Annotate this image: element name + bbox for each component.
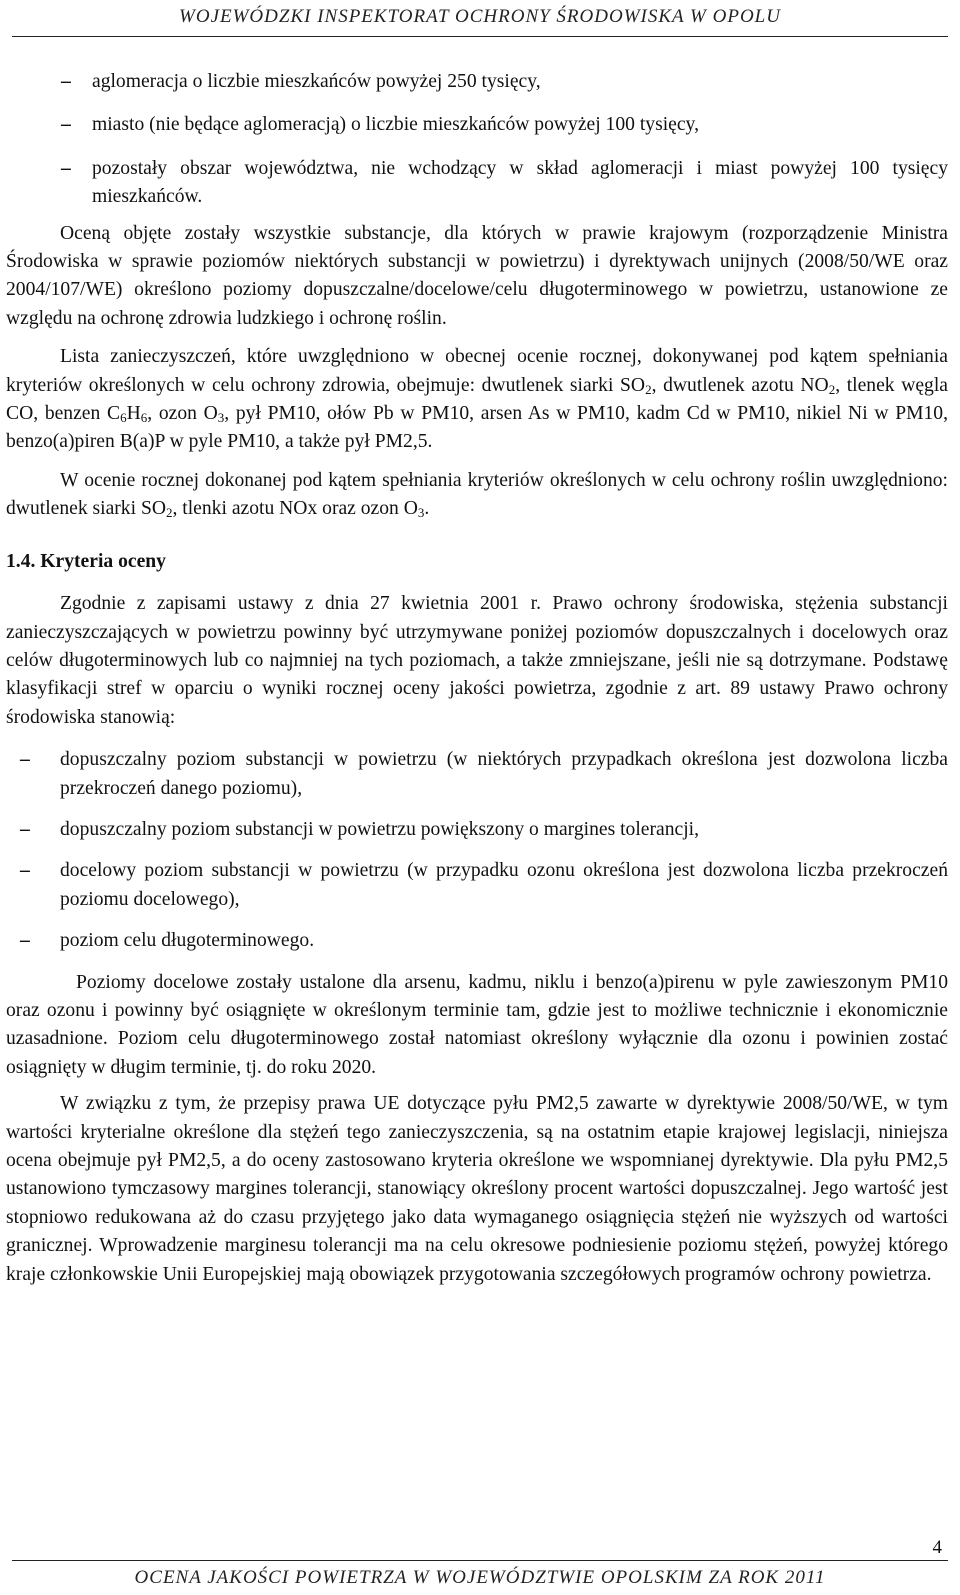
list-item-text: poziom celu długoterminowego. [60,930,315,952]
section-heading [6,548,948,576]
dash-bullet: – [61,71,71,92]
list-item [6,927,948,955]
list-item [6,111,948,139]
list-item [6,816,948,844]
paragraph-pollutants-plants: W ocenie rocznej dokonanej pod kątem spełniania kryteriów określonych w celu ochrony roślin uwzględniono: dwutlenek siarki $SO_2$, tlenki azotu NOx oraz ozon $O_3$. [6,469,948,521]
dash-bullet: – [61,157,71,179]
dash-bullet: – [20,749,30,771]
list-item [6,857,948,914]
page-number: 4 [932,1537,942,1558]
document-body [6,68,948,1289]
paragraph-target-levels: Poziomy docelowe zostały ustalone dla arsenu, kadmu, niklu i benzo(a)pirenu w pyle zawieszonym PM10 oraz ozonu i powinny być osiągnięte w określonym terminie tam, gdzie jest to możliwe technicznie i ekonomicznie uzasadnione. Poziom celu długoterminowego został natomiast określony wyłącznie dla ozonu i powinien zostać osiągnięty w długim terminie, tj. do roku 2020. [6,971,948,1078]
page-footer: OCENA JAKOŚCI POWIETRZA W WOJEWÓDZTWIE OPOLSKIM ZA ROK 2011 [12,1560,948,1591]
paragraph-pollutants-health: Lista zanieczyszczeń, które uwzględniono w obecnej ocenie rocznej, dokonywanej pod kątem spełniania kryteriów określonych w celu ochrony zdrowia, obejmuje: dwutlenek siarki $SO_2$, dwutlenek azotu $NO_2$, tlenek węgla CO, benzen $C_6H_6$, ozon $O_3$, pył PM10, ołów Pb w PM10, arsen As w PM10, kadm Cd w PM10, nikiel Ni w PM10, benzo(a)piren B(a)P w pyle PM10, a także pył PM2,5. [6,346,949,453]
list-item [6,68,948,96]
section-number: 1.4. [6,550,36,572]
section-title: Kryteria oceny [40,550,166,572]
list-item-text: dopuszczalny poziom substancji w powietrzu (w niektórych przypadkach określona jest dozwolona liczba przekroczeń danego poziomu), [60,749,948,799]
list-item-text: dopuszczalny poziom substancji w powietrzu powiększony o margines tolerancji, [60,818,699,840]
list-item-text: miasto (nie będące aglomeracją) o liczbie mieszkańców powyżej 100 tysięcy, [92,114,699,136]
paragraph-criteria: Zgodnie z zapisami ustawy z dnia 27 kwietnia 2001 r. Prawo ochrony środowiska, stężenia substancji zanieczyszczających w powietrzu powinny być utrzymywane poniżej poziomów dopuszczalnych i docelowych oraz celów długoterminowych lub co najmniej na tych poziomach, a także zmniejszane, jeśli nie są dotrzymane. Podstawę klasyfikacji stref w oparciu o wyniki rocznej oceny jakości powietrza, zgodnie z art. 89 ustawy Prawo ochrony środowiska stanowią: [6,593,948,728]
list-item [6,746,948,803]
dash-bullet: – [20,818,30,840]
paragraph-scope: Oceną objęte zostały wszystkie substancje, dla których w prawie krajowym (rozporządzenie Ministra Środowiska w sprawie poziomów niektórych substancji w powietrzu) i dyrektywach unijnych (2008/50/WE oraz 2004/107/WE) określono poziomy dopuszczalne/docelowe/celu długoterminowego w powietrzu, ustanowione ze względu na ochronę zdrowia ludzkiego i ochronę roślin. [6,222,948,329]
paragraph-pm25: W związku z tym, że przepisy prawa UE dotyczące pyłu PM2,5 zawarte w dyrektywie 2008/50/WE, w tym wartości kryterialne określone dla stężeń tego zanieczyszczenia, są na ostatnim etapie krajowej legislacji, niniejsza ocena obejmuje pył PM2,5, a do oceny zastosowano kryteria określone we wspomnianej dyrektywie. Dla pyłu PM2,5 ustanowiono tymczasowy margines tolerancji, stanowiący określony procent wartości dopuszczalnej. Jego wartość jest stopniowo redukowana aż do czasu przyjętego jako data wymaganego osiągnięcia stężeń nie wyższych od wartości granicznej. Wprowadzenie marginesu tolerancji ma na celu okresowe podniesienie poziomu stężeń, powyżej którego kraje członkowskie Unii Europejskiej mają obowiązek przygotowania szczegółowych programów ochrony powietrza. [6,1093,948,1285]
page-header: WOJEWÓDZKI INSPEKTORAT OCHRONY ŚRODOWISKA W OPOLU [12,2,948,37]
criteria-list [6,746,948,955]
list-item-text: docelowy poziom substancji w powietrzu (w przypadku ozonu określona jest dozwolona liczba przekroczeń poziomu docelowego), [60,860,948,910]
list-item [6,155,948,212]
dash-bullet: – [20,930,30,952]
list-item-text: pozostały obszar województwa, nie wchodzący w skład aglomeracji i miast powyżej 100 tysięcy mieszkańców. [92,157,948,208]
list-item-text: aglomeracja o liczbie mieszkańców powyżej 250 tysięcy, [92,71,541,92]
dash-bullet: – [20,860,30,882]
dash-bullet: – [61,114,71,136]
